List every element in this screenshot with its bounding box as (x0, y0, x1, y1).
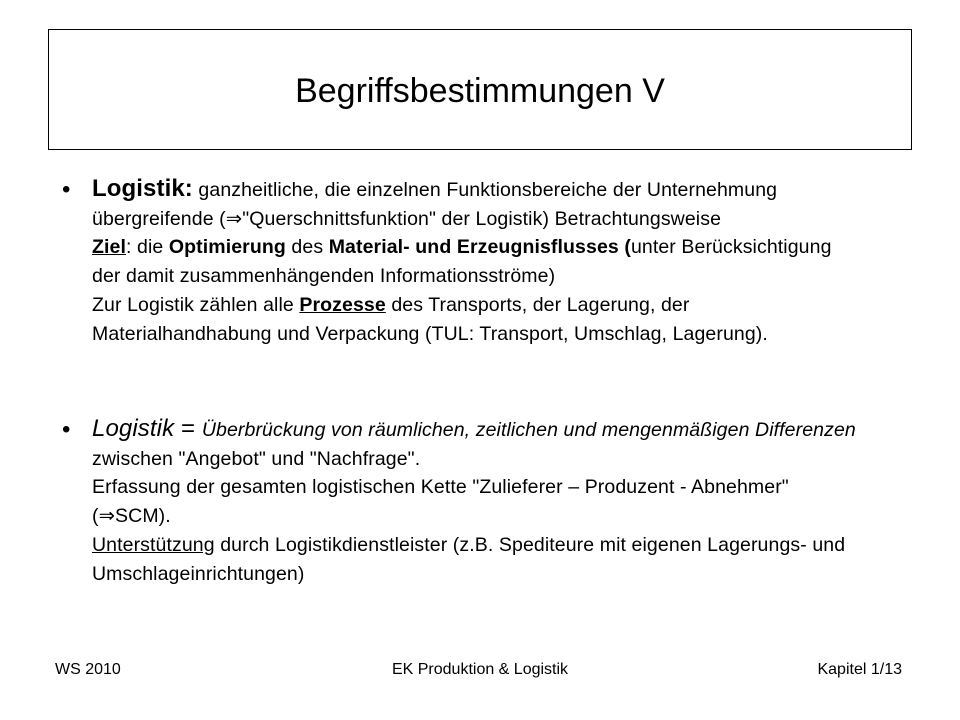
bridging-italic-text: Überbrückung von räumlichen, zeitlichen und mengenmäßigen Differenzen (201, 419, 856, 441)
support-text: durch Logistikdienstleister (z.B. Spediteure mit eigenen Lagerungs- und Umschlageinrichtungen) (92, 533, 846, 585)
bullet-logistik-definition (62, 175, 862, 348)
definition-text: ganzheitliche, die einzelnen Funktionsbereiche der Unternehmung übergreifende ( (92, 179, 778, 230)
equals-sign: = (174, 415, 202, 442)
goal-bold-optimization: Optimierung (168, 236, 286, 259)
title-box (48, 29, 912, 150)
definition-text-2: "Querschnittsfunktion" der Logistik) Betrachtungsweise (242, 207, 722, 230)
supply-demand-text: zwischen "Angebot" und "Nachfrage". (92, 447, 421, 470)
bullet-marker: • (62, 176, 71, 203)
bullet-marker: • (62, 416, 71, 443)
goal-text-2: des (285, 236, 329, 259)
process-label: Prozesse (299, 293, 386, 316)
chain-text: Erfassung der gesamten logistischen Kette "Zulieferer – Produzent - Abnehmer" ( (92, 476, 789, 528)
term-label: Logistik: (92, 175, 193, 202)
footer-page: Kapitel 1/13 (817, 661, 902, 678)
footer-course: EK Produktion & Logistik (391, 661, 569, 678)
bullet-body (92, 175, 862, 348)
arrow-icon: ⇒ (225, 207, 243, 230)
term-label: Logistik (92, 415, 175, 442)
process-text: Zur Logistik zählen alle (92, 293, 300, 316)
arrow-icon: ⇒ (98, 505, 116, 528)
footer-semester: WS 2010 (55, 661, 121, 678)
bullet-body (92, 415, 862, 588)
goal-label: Ziel (92, 236, 126, 259)
slide-title: Begriffsbestimmungen V (295, 72, 665, 110)
bullet-logistik-bridging (62, 415, 862, 588)
goal-text-3: unter Berücksichtigung der damit zusammenhängenden Informationsströme) (92, 236, 832, 288)
process-text-2: des Transports, der Lagerung, der Materialhandhabung und Verpackung (TUL: Transport, Umschlag, Lagerung). (92, 293, 768, 345)
goal-bold-flow: Material- und Erzeugnisflusses ( (328, 236, 631, 259)
scm-text: SCM). (115, 505, 171, 528)
goal-text: : die (126, 236, 169, 259)
support-label: Unterstützung (92, 533, 215, 556)
